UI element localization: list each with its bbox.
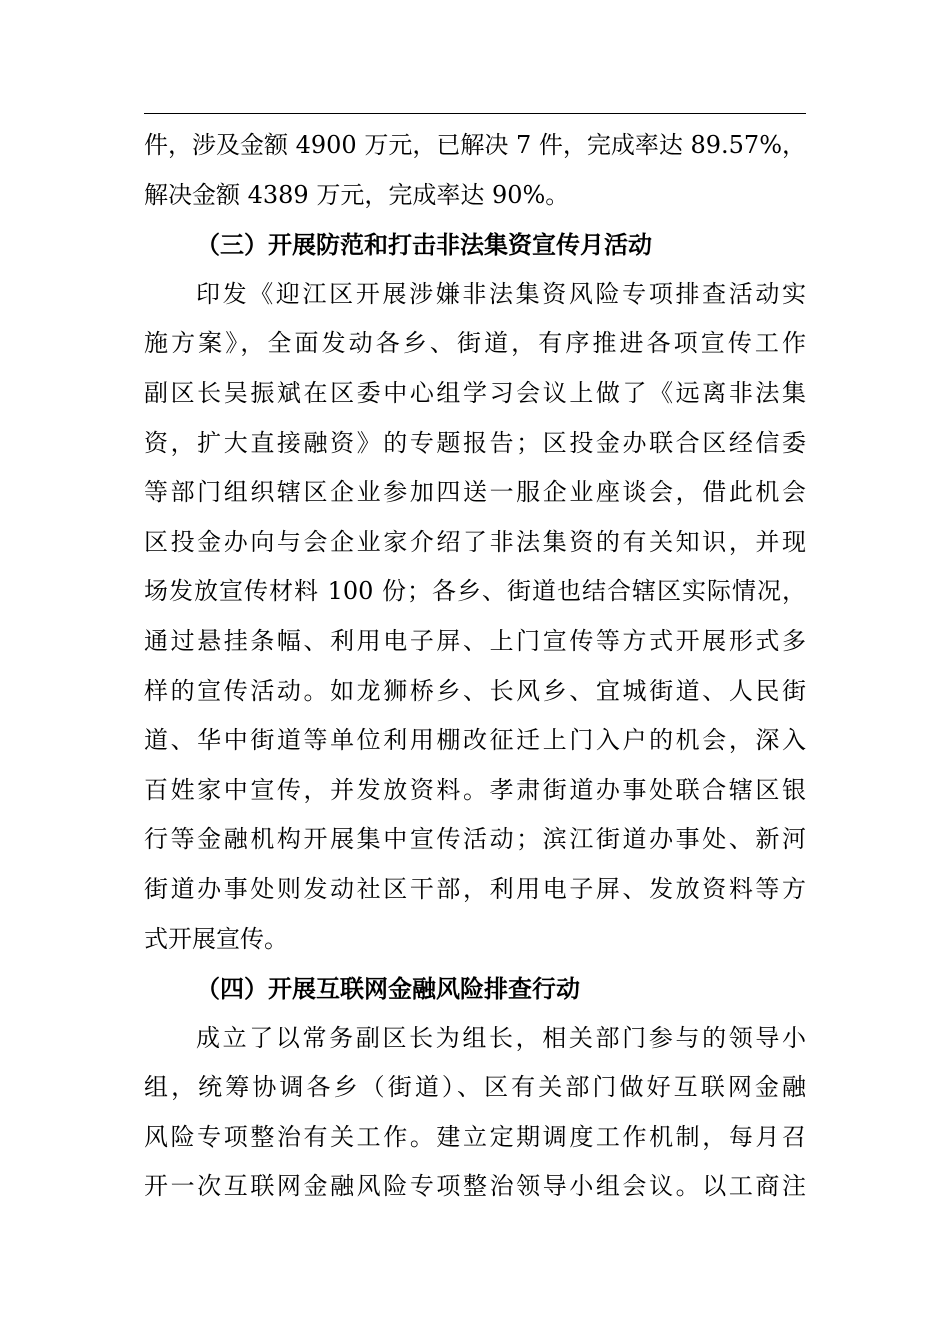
paragraph-line: 区投金办向与会企业家介绍了非法集资的有关知识，并现 bbox=[144, 527, 806, 556]
paragraph-line: 百姓家中宣传，并发放资料。孝肃街道办事处联合辖区银 bbox=[144, 775, 806, 804]
paragraph-line: 通过悬挂条幅、利用电子屏、上门宣传等方式开展形式多 bbox=[144, 626, 806, 655]
paragraph-line: 等部门组织辖区企业参加四送一服企业座谈会，借此机会 bbox=[144, 478, 806, 507]
paragraph-line: 解决金额 4389 万元，完成率达 90%。 bbox=[144, 180, 570, 209]
paragraph-line: 成立了以常务副区长为组长，相关部门参与的领导小 bbox=[196, 1023, 806, 1052]
paragraph-line: 副区长吴振斌在区委中心组学习会议上做了《远离非法集 bbox=[144, 378, 806, 407]
paragraph-line: 道、华中街道等单位利用棚改征迁上门入户的机会，深入 bbox=[144, 726, 806, 755]
section-heading: （三）开展防范和打击非法集资宣传月活动 bbox=[196, 230, 652, 260]
paragraph-line: 场发放宣传材料 100 份；各乡、街道也结合辖区实际情况， bbox=[144, 577, 806, 606]
paragraph-line: 施方案》，全面发动各乡、街道，有序推进各项宣传工作 bbox=[144, 329, 806, 358]
paragraph-line: 组，统筹协调各乡（街道）、区有关部门做好互联网金融 bbox=[144, 1073, 806, 1102]
header-rule bbox=[144, 113, 806, 114]
document-body bbox=[144, 121, 806, 1212]
paragraph-line: 资，扩大直接融资》的专题报告；区投金办联合区经信委 bbox=[144, 428, 806, 457]
paragraph-line: 式开展宣传。 bbox=[144, 924, 288, 953]
paragraph-line: 行等金融机构开展集中宣传活动；滨江街道办事处、新河 bbox=[144, 825, 806, 854]
paragraph-line: 件，涉及金额 4900 万元，已解决 7 件，完成率达 89.57%， bbox=[144, 131, 807, 159]
paragraph-line: 街道办事处则发动社区干部，利用电子屏、发放资料等方 bbox=[144, 874, 806, 903]
paragraph-line: 风险专项整治有关工作。建立定期调度工作机制，每月召 bbox=[144, 1122, 806, 1151]
section-heading: （四）开展互联网金融风险排查行动 bbox=[196, 974, 580, 1004]
paragraph-line: 印发《迎江区开展涉嫌非法集资风险专项排查活动实 bbox=[196, 279, 806, 308]
paragraph-line: 开一次互联网金融风险专项整治领导小组会议。以工商注 bbox=[144, 1172, 806, 1201]
paragraph-line: 样的宣传活动。如龙狮桥乡、长风乡、宜城街道、人民街 bbox=[144, 676, 806, 705]
